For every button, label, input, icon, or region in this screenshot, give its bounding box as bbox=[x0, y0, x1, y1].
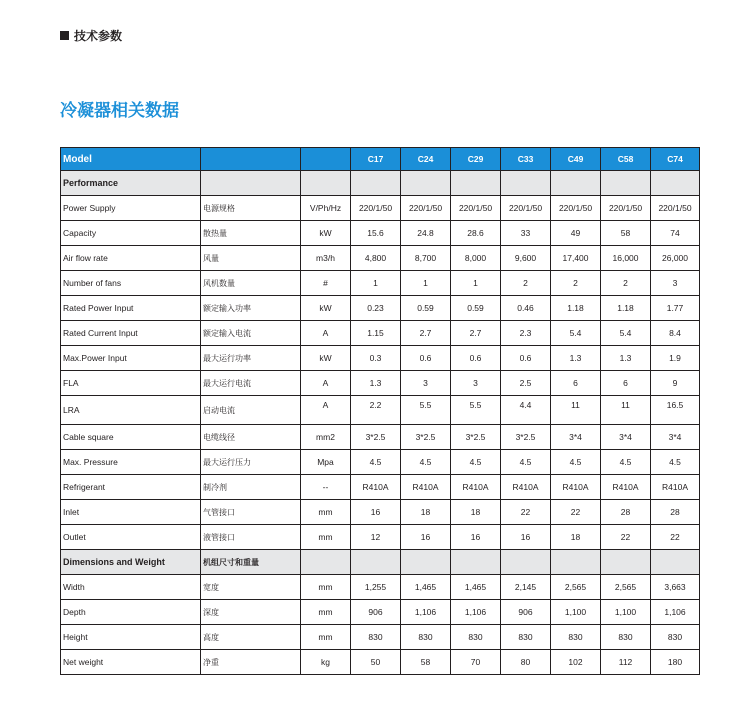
param-value: R410A bbox=[451, 475, 501, 500]
param-name-cn: 宽度 bbox=[201, 575, 301, 600]
param-value: 2.2 bbox=[351, 396, 401, 425]
param-value: 180 bbox=[651, 650, 700, 675]
section-blank bbox=[301, 550, 351, 575]
param-name: Power Supply bbox=[61, 196, 201, 221]
param-value: 5.4 bbox=[551, 321, 601, 346]
param-value: 906 bbox=[351, 600, 401, 625]
param-value: 1,465 bbox=[401, 575, 451, 600]
param-value: 2.3 bbox=[501, 321, 551, 346]
param-value: R410A bbox=[401, 475, 451, 500]
param-value: 3 bbox=[651, 271, 700, 296]
param-value: 50 bbox=[351, 650, 401, 675]
param-name: Max. Pressure bbox=[61, 450, 201, 475]
param-value: 12 bbox=[351, 525, 401, 550]
param-value: 9,600 bbox=[501, 246, 551, 271]
header-blank bbox=[201, 148, 301, 171]
param-value: 0.59 bbox=[401, 296, 451, 321]
section-heading-text: 技术参数 bbox=[74, 28, 123, 43]
param-value: R410A bbox=[601, 475, 651, 500]
param-name: Cable square bbox=[61, 425, 201, 450]
param-value: 2,145 bbox=[501, 575, 551, 600]
param-value: 2,565 bbox=[551, 575, 601, 600]
param-value: 22 bbox=[501, 500, 551, 525]
param-value: 4.5 bbox=[401, 450, 451, 475]
param-unit: mm bbox=[301, 500, 351, 525]
param-value: 16,000 bbox=[601, 246, 651, 271]
param-value: R410A bbox=[501, 475, 551, 500]
param-value: 4.5 bbox=[451, 450, 501, 475]
param-name: Max.Power Input bbox=[61, 346, 201, 371]
param-name: Height bbox=[61, 625, 201, 650]
param-value: R410A bbox=[551, 475, 601, 500]
param-value: 0.6 bbox=[451, 346, 501, 371]
model-label: Model bbox=[61, 148, 201, 171]
model-header-row bbox=[61, 148, 700, 171]
param-value: 49 bbox=[551, 221, 601, 246]
model-name-c17: C17 bbox=[351, 148, 401, 171]
param-value: 1 bbox=[401, 271, 451, 296]
param-name: Depth bbox=[61, 600, 201, 625]
param-unit: m3/h bbox=[301, 246, 351, 271]
param-unit: mm bbox=[301, 525, 351, 550]
param-value: 4.5 bbox=[601, 450, 651, 475]
param-name-cn: 最大运行压力 bbox=[201, 450, 301, 475]
param-value: 4.4 bbox=[501, 396, 551, 425]
param-value: 1.15 bbox=[351, 321, 401, 346]
param-value: 16 bbox=[501, 525, 551, 550]
param-value: 18 bbox=[451, 500, 501, 525]
section-heading bbox=[60, 27, 122, 43]
param-value: 1,106 bbox=[651, 600, 700, 625]
section-blank bbox=[451, 171, 501, 196]
param-value: 4.5 bbox=[351, 450, 401, 475]
param-value: 830 bbox=[551, 625, 601, 650]
param-value: 9 bbox=[651, 371, 700, 396]
table-row bbox=[61, 346, 700, 371]
param-name-cn: 风机数量 bbox=[201, 271, 301, 296]
section-blank bbox=[301, 171, 351, 196]
param-unit: V/Ph/Hz bbox=[301, 196, 351, 221]
param-name: Inlet bbox=[61, 500, 201, 525]
section-header-row bbox=[61, 171, 700, 196]
section-blank bbox=[401, 550, 451, 575]
param-name-cn: 高度 bbox=[201, 625, 301, 650]
table-row bbox=[61, 246, 700, 271]
param-value: 830 bbox=[651, 625, 700, 650]
param-value: 28 bbox=[601, 500, 651, 525]
param-name: Outlet bbox=[61, 525, 201, 550]
param-value: 3*2.5 bbox=[501, 425, 551, 450]
param-value: 3*4 bbox=[601, 425, 651, 450]
param-value: 2.7 bbox=[451, 321, 501, 346]
param-value: 58 bbox=[401, 650, 451, 675]
model-name-c58: C58 bbox=[601, 148, 651, 171]
param-value: 5.4 bbox=[601, 321, 651, 346]
param-name: Width bbox=[61, 575, 201, 600]
param-value: 2 bbox=[501, 271, 551, 296]
param-name: LRA bbox=[61, 396, 201, 425]
param-value: 2 bbox=[601, 271, 651, 296]
param-value: 26,000 bbox=[651, 246, 700, 271]
param-value: 15.6 bbox=[351, 221, 401, 246]
param-name-cn: 净重 bbox=[201, 650, 301, 675]
param-name-cn: 液管接口 bbox=[201, 525, 301, 550]
param-value: 3,663 bbox=[651, 575, 700, 600]
param-value: 220/1/50 bbox=[351, 196, 401, 221]
param-name-cn: 气管接口 bbox=[201, 500, 301, 525]
param-value: 1.9 bbox=[651, 346, 700, 371]
param-value: 18 bbox=[401, 500, 451, 525]
section-name: Performance bbox=[61, 171, 201, 196]
param-value: 2 bbox=[551, 271, 601, 296]
table-row bbox=[61, 196, 700, 221]
section-blank bbox=[501, 171, 551, 196]
param-value: 18 bbox=[551, 525, 601, 550]
table-row bbox=[61, 271, 700, 296]
section-blank bbox=[551, 550, 601, 575]
param-value: R410A bbox=[351, 475, 401, 500]
param-unit: A bbox=[301, 321, 351, 346]
param-name: Rated Current Input bbox=[61, 321, 201, 346]
param-value: 24.8 bbox=[401, 221, 451, 246]
param-name-cn: 额定输入功率 bbox=[201, 296, 301, 321]
param-value: 1.3 bbox=[551, 346, 601, 371]
param-unit: kg bbox=[301, 650, 351, 675]
table-row bbox=[61, 650, 700, 675]
param-value: 3 bbox=[401, 371, 451, 396]
param-name: Capacity bbox=[61, 221, 201, 246]
section-blank bbox=[501, 550, 551, 575]
param-value: 830 bbox=[501, 625, 551, 650]
param-value: 3*2.5 bbox=[451, 425, 501, 450]
param-name-cn: 最大运行电流 bbox=[201, 371, 301, 396]
param-unit: # bbox=[301, 271, 351, 296]
table-row bbox=[61, 450, 700, 475]
param-name-cn: 风量 bbox=[201, 246, 301, 271]
table-row bbox=[61, 575, 700, 600]
param-unit: mm bbox=[301, 625, 351, 650]
param-value: 16 bbox=[451, 525, 501, 550]
param-unit: kW bbox=[301, 296, 351, 321]
table-row bbox=[61, 625, 700, 650]
param-value: 5.5 bbox=[451, 396, 501, 425]
param-value: 33 bbox=[501, 221, 551, 246]
model-name-c33: C33 bbox=[501, 148, 551, 171]
section-blank bbox=[651, 550, 700, 575]
square-bullet-icon bbox=[60, 31, 69, 40]
param-value: 906 bbox=[501, 600, 551, 625]
param-value: 3*2.5 bbox=[351, 425, 401, 450]
param-value: 0.59 bbox=[451, 296, 501, 321]
model-name-c29: C29 bbox=[451, 148, 501, 171]
section-blank bbox=[651, 171, 700, 196]
param-name-cn: 深度 bbox=[201, 600, 301, 625]
param-value: 1.3 bbox=[601, 346, 651, 371]
param-name-cn: 制冷剂 bbox=[201, 475, 301, 500]
param-value: 70 bbox=[451, 650, 501, 675]
param-unit: kW bbox=[301, 346, 351, 371]
param-value: 1 bbox=[351, 271, 401, 296]
table-row bbox=[61, 425, 700, 450]
param-value: 4,800 bbox=[351, 246, 401, 271]
section-blank bbox=[601, 550, 651, 575]
param-unit: mm2 bbox=[301, 425, 351, 450]
param-value: 220/1/50 bbox=[451, 196, 501, 221]
param-name-cn: 最大运行功率 bbox=[201, 346, 301, 371]
param-value: 8,000 bbox=[451, 246, 501, 271]
param-name: Air flow rate bbox=[61, 246, 201, 271]
table-row bbox=[61, 396, 700, 425]
table-row bbox=[61, 296, 700, 321]
param-name-cn: 电源规格 bbox=[201, 196, 301, 221]
param-name-cn: 启动电流 bbox=[201, 396, 301, 425]
param-value: 16.5 bbox=[651, 396, 700, 425]
param-unit: mm bbox=[301, 575, 351, 600]
param-value: 0.46 bbox=[501, 296, 551, 321]
param-value: 220/1/50 bbox=[401, 196, 451, 221]
section-blank bbox=[551, 171, 601, 196]
table-row bbox=[61, 525, 700, 550]
section-name: Dimensions and Weight bbox=[61, 550, 201, 575]
param-value: 3*2.5 bbox=[401, 425, 451, 450]
param-value: 830 bbox=[451, 625, 501, 650]
param-value: 4.5 bbox=[501, 450, 551, 475]
param-value: 0.6 bbox=[401, 346, 451, 371]
table-row bbox=[61, 475, 700, 500]
param-unit: A bbox=[301, 371, 351, 396]
param-value: 28 bbox=[651, 500, 700, 525]
param-value: 1,100 bbox=[551, 600, 601, 625]
page-title: 冷凝器相关数据 bbox=[60, 101, 179, 121]
param-value: 220/1/50 bbox=[651, 196, 700, 221]
param-value: 22 bbox=[651, 525, 700, 550]
param-name-cn: 额定输入电流 bbox=[201, 321, 301, 346]
section-name-cn: 机组尺寸和重量 bbox=[201, 550, 301, 575]
section-blank bbox=[351, 171, 401, 196]
param-unit: mm bbox=[301, 600, 351, 625]
table-row bbox=[61, 371, 700, 396]
model-name-c49: C49 bbox=[551, 148, 601, 171]
param-value: 1.77 bbox=[651, 296, 700, 321]
param-value: 11 bbox=[601, 396, 651, 425]
section-blank bbox=[351, 550, 401, 575]
param-value: 28.6 bbox=[451, 221, 501, 246]
model-name-c24: C24 bbox=[401, 148, 451, 171]
param-name: Number of fans bbox=[61, 271, 201, 296]
param-unit: Mpa bbox=[301, 450, 351, 475]
param-value: 11 bbox=[551, 396, 601, 425]
param-value: 2.5 bbox=[501, 371, 551, 396]
param-value: 112 bbox=[601, 650, 651, 675]
param-value: 2,565 bbox=[601, 575, 651, 600]
param-name: FLA bbox=[61, 371, 201, 396]
param-value: 3 bbox=[451, 371, 501, 396]
param-unit: -- bbox=[301, 475, 351, 500]
param-value: 16 bbox=[351, 500, 401, 525]
param-value: 17,400 bbox=[551, 246, 601, 271]
param-value: 1,106 bbox=[451, 600, 501, 625]
param-value: 1,100 bbox=[601, 600, 651, 625]
param-value: 6 bbox=[601, 371, 651, 396]
param-value: 1.18 bbox=[551, 296, 601, 321]
param-value: 1.3 bbox=[351, 371, 401, 396]
param-value: 4.5 bbox=[651, 450, 700, 475]
table-row bbox=[61, 600, 700, 625]
param-name: Refrigerant bbox=[61, 475, 201, 500]
section-blank bbox=[401, 171, 451, 196]
param-name: Net weight bbox=[61, 650, 201, 675]
param-value: 1,465 bbox=[451, 575, 501, 600]
param-value: 80 bbox=[501, 650, 551, 675]
header-blank bbox=[301, 148, 351, 171]
param-name-cn: 散热量 bbox=[201, 221, 301, 246]
model-name-c74: C74 bbox=[651, 148, 700, 171]
param-value: 3*4 bbox=[551, 425, 601, 450]
table-row bbox=[61, 221, 700, 246]
param-value: 6 bbox=[551, 371, 601, 396]
param-value: 1.18 bbox=[601, 296, 651, 321]
param-value: 74 bbox=[651, 221, 700, 246]
param-name: Rated Power Input bbox=[61, 296, 201, 321]
param-unit: kW bbox=[301, 221, 351, 246]
param-value: 220/1/50 bbox=[501, 196, 551, 221]
param-value: 0.23 bbox=[351, 296, 401, 321]
param-value: 22 bbox=[601, 525, 651, 550]
param-value: 3*4 bbox=[651, 425, 700, 450]
param-value: 1,255 bbox=[351, 575, 401, 600]
param-value: 5.5 bbox=[401, 396, 451, 425]
table-row bbox=[61, 321, 700, 346]
param-value: 8.4 bbox=[651, 321, 700, 346]
param-unit: A bbox=[301, 396, 351, 425]
param-value: 4.5 bbox=[551, 450, 601, 475]
param-value: 1,106 bbox=[401, 600, 451, 625]
param-value: 220/1/50 bbox=[601, 196, 651, 221]
table-row bbox=[61, 500, 700, 525]
param-value: 8,700 bbox=[401, 246, 451, 271]
param-value: 22 bbox=[551, 500, 601, 525]
param-value: 16 bbox=[401, 525, 451, 550]
param-value: 220/1/50 bbox=[551, 196, 601, 221]
param-value: 1 bbox=[451, 271, 501, 296]
param-value: 0.6 bbox=[501, 346, 551, 371]
param-value: 830 bbox=[351, 625, 401, 650]
param-value: 0.3 bbox=[351, 346, 401, 371]
section-blank bbox=[451, 550, 501, 575]
param-value: 102 bbox=[551, 650, 601, 675]
spec-table bbox=[60, 147, 700, 675]
section-header-row bbox=[61, 550, 700, 575]
param-name-cn: 电缆线径 bbox=[201, 425, 301, 450]
param-value: 58 bbox=[601, 221, 651, 246]
section-name-cn bbox=[201, 171, 301, 196]
section-blank bbox=[601, 171, 651, 196]
param-value: 830 bbox=[401, 625, 451, 650]
param-value: 2.7 bbox=[401, 321, 451, 346]
param-value: 830 bbox=[601, 625, 651, 650]
param-value: R410A bbox=[651, 475, 700, 500]
